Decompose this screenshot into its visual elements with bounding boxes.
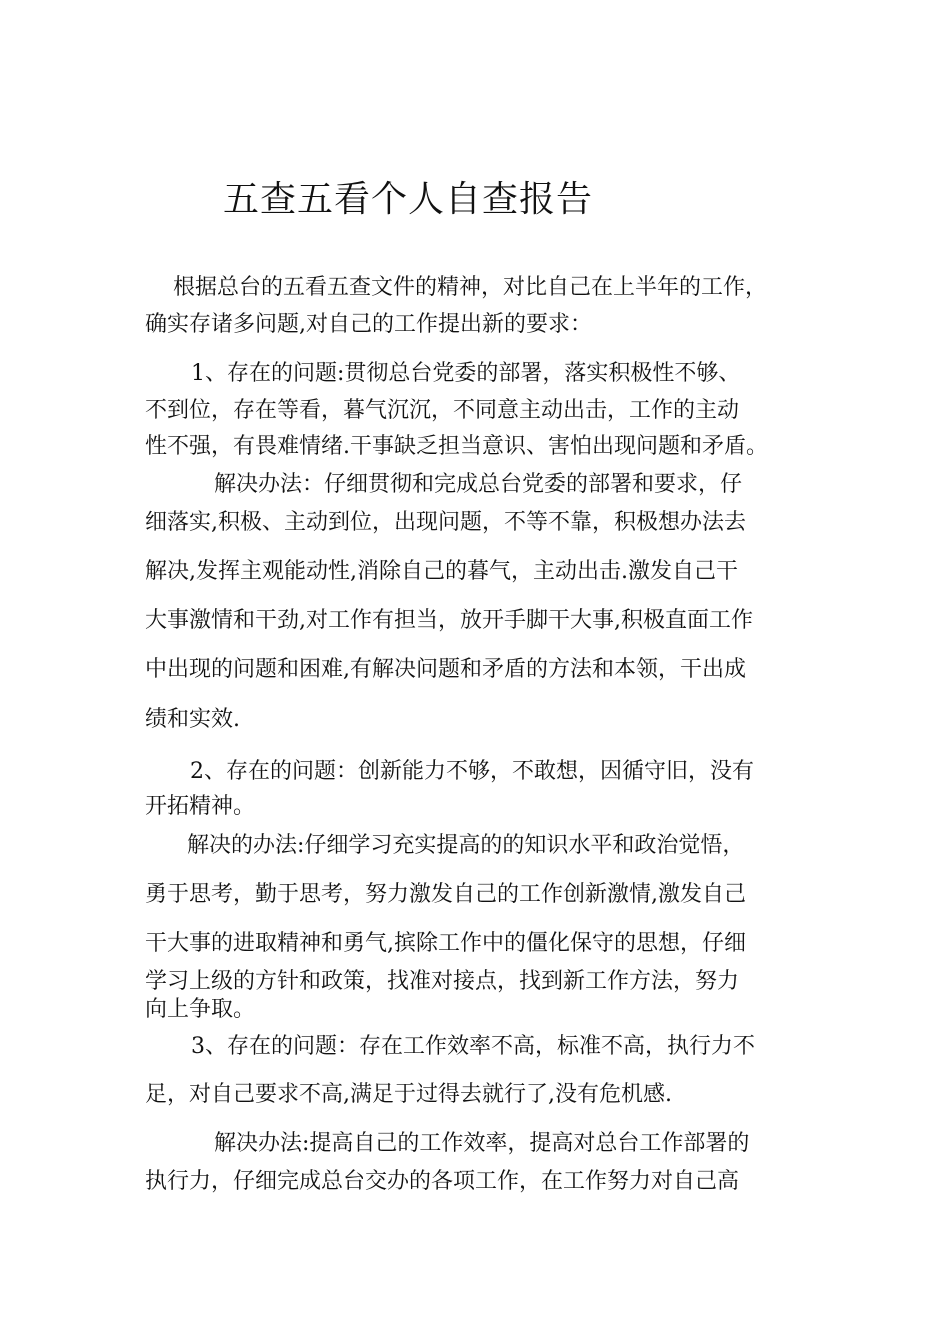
body-line: 执行力，仔细完成总台交办的各项工作，在工作努力对自己高 [145, 1169, 740, 1194]
body-line: 大事激情和干劲,对工作有担当，放开手脚干大事,积极直面工作 [145, 608, 753, 633]
body-line: 绩和实效. [145, 707, 240, 732]
body-line: 足，对自己要求不高,满足于过得去就行了,没有危机感. [145, 1082, 672, 1107]
body-line: 学习上级的方针和政策，找准对接点，找到新工作方法，努力 [145, 969, 740, 994]
body-line: 解决的办法:仔细学习充实提高的的知识水平和政治觉悟， [187, 833, 745, 858]
body-line: 3、存在的问题：存在工作效率不高，标准不高，执行力不 [191, 1034, 755, 1059]
body-line: 解决,发挥主观能动性,消除自己的暮气，主动出击.激发自己干 [145, 559, 738, 584]
body-line: 不到位，存在等看，暮气沉沉，不同意主动出击，工作的主动 [145, 398, 740, 423]
body-line: 勇于思考，勤于思考，努力激发自己的工作创新激情,激发自己 [145, 882, 746, 907]
body-line: 细落实,积极、主动到位，出现问题，不等不靠，积极想办法去 [145, 510, 746, 535]
body-line: 开拓精神。 [145, 794, 256, 819]
body-line: 干大事的进取精神和勇气,摈除工作中的僵化保守的思想，仔细 [145, 931, 746, 956]
body-line: 解决办法:提高自己的工作效率，提高对总台工作部署的 [214, 1131, 750, 1156]
body-line: 中出现的问题和困难,有解决问题和矛盾的方法和本领，干出成 [145, 657, 746, 682]
body-line: 确实存诸多问题,对自己的工作提出新的要求： [145, 312, 592, 337]
body-line: 2、存在的问题：创新能力不够，不敢想，因循守旧，没有 [190, 759, 754, 784]
body-line: 性不强，有畏难情绪.干事缺乏担当意识、害怕出现问题和矛盾。 [145, 434, 768, 459]
body-line: 解决办法：仔细贯彻和完成总台党委的部署和要求，仔 [214, 472, 743, 497]
body-line: 根据总台的五看五查文件的精神，对比自己在上半年的工作， [173, 275, 768, 300]
body-line: 向上争取。 [145, 997, 256, 1022]
page-title: 五查五看个人自查报告 [223, 179, 594, 220]
body-line: 1、存在的问题:贯彻总台党委的部署，落实积极性不够、 [191, 361, 741, 386]
